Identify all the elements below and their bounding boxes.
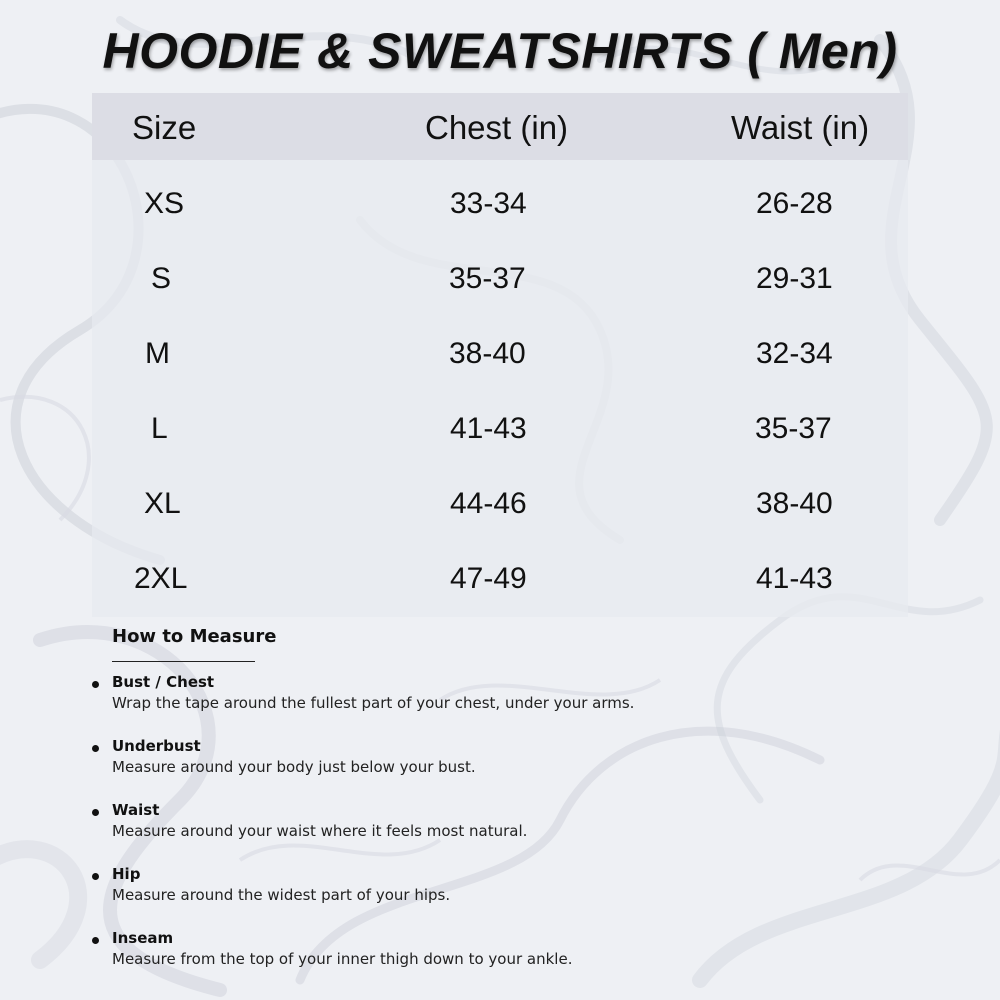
- chest-cell: 41-43: [450, 412, 527, 445]
- size-cell: 2XL: [134, 562, 188, 595]
- chest-cell: 33-34: [450, 187, 527, 220]
- chest-cell: 44-46: [450, 487, 527, 520]
- measure-description: Measure from the top of your inner thigh down to your ankle.: [112, 950, 573, 968]
- measure-name: Hip: [112, 865, 141, 883]
- measure-description: Measure around the widest part of your hips.: [112, 886, 451, 904]
- size-cell: S: [151, 262, 172, 295]
- bullet-icon: [92, 809, 99, 816]
- waist-cell: 26-28: [756, 187, 833, 220]
- bullet-icon: [92, 681, 99, 688]
- header-chest: Chest (in): [425, 109, 569, 146]
- chest-cell: 35-37: [449, 262, 526, 295]
- waist-cell: 29-31: [756, 262, 833, 295]
- bullet-icon: [92, 873, 99, 880]
- measure-name: Inseam: [112, 929, 174, 947]
- measure-name: Bust / Chest: [112, 673, 215, 691]
- size-cell: XS: [144, 187, 185, 220]
- measure-name: Waist: [112, 801, 160, 819]
- heading-underline: [112, 661, 255, 662]
- chest-cell: 47-49: [450, 562, 527, 595]
- header-waist: Waist (in): [731, 109, 870, 146]
- waist-cell: 35-37: [755, 412, 832, 445]
- size-table: [92, 93, 908, 617]
- header-size: Size: [132, 109, 197, 146]
- waist-cell: 41-43: [756, 562, 833, 595]
- measure-description: Wrap the tape around the fullest part of your chest, under your arms.: [112, 694, 635, 712]
- how-to-measure-heading: How to Measure: [112, 626, 277, 647]
- table-header: [92, 93, 908, 160]
- size-cell: M: [145, 337, 170, 370]
- size-cell: L: [151, 412, 168, 445]
- waist-cell: 32-34: [756, 337, 833, 370]
- page-title: HOODIE & SWEATSHIRTS ( Men): [102, 23, 898, 79]
- measure-description: Measure around your body just below your bust.: [112, 758, 476, 776]
- waist-cell: 38-40: [756, 487, 833, 520]
- bullet-icon: [92, 937, 99, 944]
- size-cell: XL: [144, 487, 181, 520]
- bullet-icon: [92, 745, 99, 752]
- chest-cell: 38-40: [449, 337, 526, 370]
- measure-name: Underbust: [112, 737, 201, 755]
- measure-description: Measure around your waist where it feels most natural.: [112, 822, 528, 840]
